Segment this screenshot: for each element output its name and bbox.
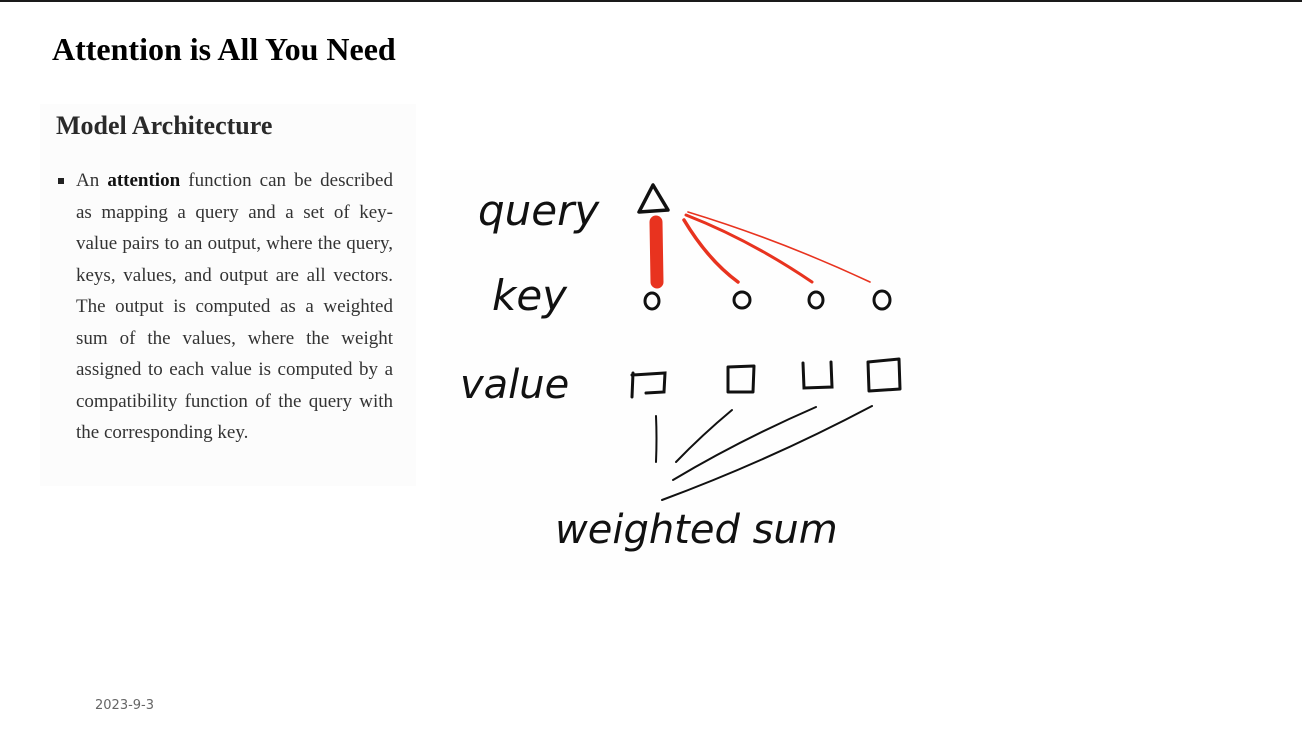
bullet-text-prefix: An — [76, 170, 108, 191]
highlight-connection-thick — [656, 222, 657, 282]
key-label: key — [492, 271, 568, 320]
key-circle-icon — [645, 293, 659, 309]
diagram-svg — [440, 170, 940, 580]
query-label: query — [478, 186, 600, 235]
value-square-icon — [868, 359, 900, 391]
value-label: value — [460, 362, 570, 408]
weighted-sum-label: weighted sum — [555, 507, 838, 553]
query-triangle-icon — [639, 185, 668, 212]
bullet-list — [57, 165, 393, 449]
section-heading: Model Architecture — [56, 111, 273, 140]
bullet-text-rest: function can be described as mapping a query and a set of key-value pairs to an output, where the query, keys, values, and output are all vectors. The output is computed as a weighted sum of the values, where the weight assigned to each value is computed by a compatibility function of the query with the corresponding key. — [76, 170, 393, 443]
sum-line-2 — [676, 410, 732, 462]
bullet-text-bold: attention — [107, 170, 181, 191]
slide-title: Attention is All You Need — [52, 31, 396, 67]
key-circle-icon — [874, 291, 890, 309]
attention-diagram — [440, 170, 940, 580]
value-square-icon — [803, 362, 832, 388]
value-square-icon — [728, 366, 754, 392]
key-circle-icon — [809, 292, 823, 308]
highlight-connection-4 — [688, 212, 870, 282]
value-square-icon — [632, 373, 665, 397]
footer-date: 2023-9-3 — [95, 698, 155, 713]
top-rule — [0, 0, 1302, 2]
sum-line-4 — [662, 406, 872, 500]
sum-line-1 — [656, 416, 657, 462]
bullet-item — [57, 165, 393, 449]
highlight-connection-2 — [684, 220, 738, 282]
square-bullet-icon — [58, 178, 64, 184]
key-circle-icon — [734, 292, 750, 308]
